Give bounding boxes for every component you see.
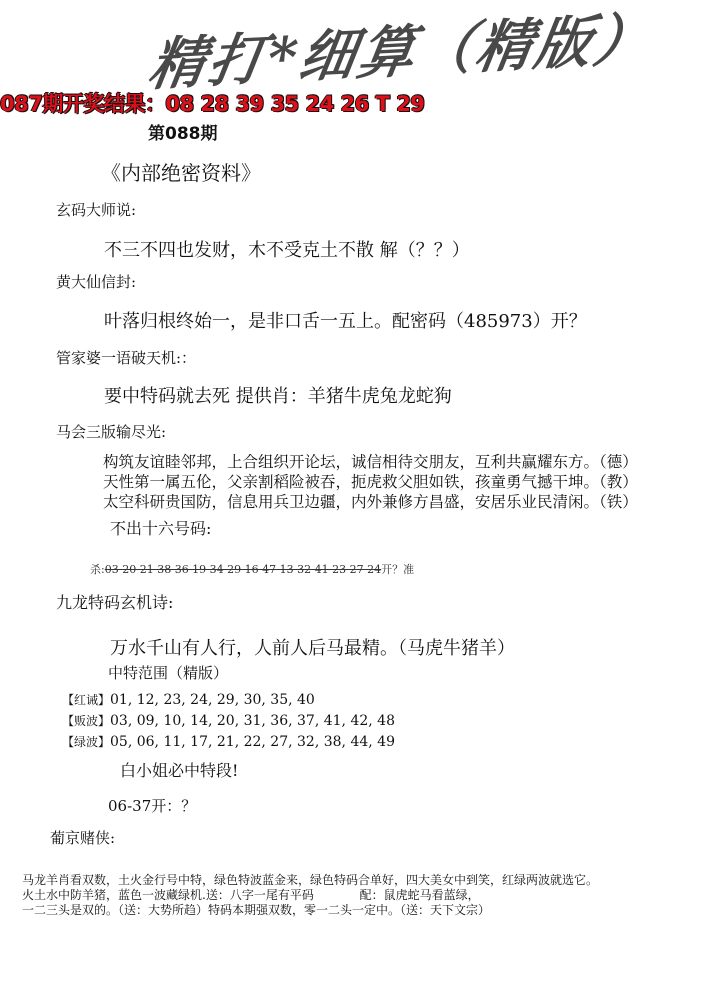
- range-row-red: [62, 691, 315, 708]
- range-tag: 【贩波】: [62, 714, 111, 728]
- range-numbers: 03, 09, 10, 14, 20, 31, 36, 37, 41, 42, 48: [110, 713, 395, 729]
- section-label-pujing: 葡京赌侠:: [50, 829, 116, 847]
- poem-line-1: 构筑友谊睦邻邦，上合组织开论坛，诚信相待交朋友，互利共赢耀东方。（德）: [103, 453, 638, 471]
- range-tag: 【红诫】: [62, 693, 111, 707]
- section-label-huangdaxian: 黄大仙信封:: [56, 273, 137, 291]
- kill-numbers-line: [90, 561, 414, 577]
- section-text-jiulong: 万水千山有人行，人前人后马最精。（马虎牛猪羊）: [110, 638, 515, 659]
- range-title: 中特范围（精版）: [108, 664, 229, 682]
- draw-results-numbers: 08 28 39 35 24 26 T 29: [165, 92, 425, 116]
- range-row-blue: [62, 712, 395, 729]
- section-text-xuanma: 不三不四也发财，木不受克土不散 解（？？）: [104, 240, 470, 261]
- draw-results-banner: [0, 88, 424, 118]
- section-label-xuanma: 玄码大师说:: [56, 201, 137, 219]
- range-row-green: [62, 733, 395, 750]
- section-label-mahui: 马会三版输尽光:: [56, 423, 167, 441]
- slogan: 白小姐必中特段!: [120, 761, 239, 780]
- draw-results-label: 087期开奖结果：: [0, 92, 166, 116]
- range-tag: 【绿波】: [62, 735, 111, 749]
- issue-number: 第088期: [148, 124, 218, 144]
- footer-line-3: 一二三头是双的。（送：大势所趋）特码本期强双数，零一二头一定中。（送：天下文宗）: [22, 903, 491, 917]
- poem-line-2: 天性第一属五伦，父亲割稻险被吞，扼虎救父胆如铁，孩童勇气撼干坤。（教）: [103, 473, 638, 491]
- kill-numbers: 03 20 21 38 36 19 34 29 16 47 13 32 41 23 27 24: [104, 563, 382, 576]
- footer-line-1: 马龙羊肖看双数，土火金行号中特，绿色特波蓝金来，绿色特码合单好，四大美女中到笑，红绿两波就选它。: [22, 873, 599, 887]
- masthead-title: 精打*细算（精版）: [144, 5, 659, 99]
- range-numbers: 01, 12, 23, 24, 29, 30, 35, 40: [110, 692, 315, 708]
- section-label-guanjiapo: 管家婆一语破天机:：: [56, 349, 197, 367]
- section-label-jiulong: 九龙特码玄机诗:: [56, 593, 174, 612]
- section-text-huangdaxian: 叶落归根终始一，是非口舌一五上。配密码（485973）开？: [104, 311, 587, 332]
- range-result: 06-37开：？: [108, 797, 197, 815]
- document-title: 《内部绝密资料》: [101, 161, 261, 185]
- kill-suffix: 开？准: [381, 563, 415, 576]
- section-sub-no16: 不出十六号码:: [110, 519, 212, 538]
- range-numbers: 05, 06, 11, 17, 21, 22, 27, 32, 38, 44, 49: [110, 734, 395, 750]
- poem-line-3: 太空科研贵国防，信息用兵卫边疆，内外兼修方昌盛，安居乐业民清闲。（铁）: [103, 493, 638, 511]
- section-text-guanjiapo: 要中特码就去死 提供肖：羊猪牛虎兔龙蛇狗: [104, 386, 452, 407]
- kill-prefix: 杀:: [90, 563, 105, 576]
- footer-line-2: 火土水中防羊猪，蓝色一波藏绿机.送：八字一尾有平码 配：鼠虎蛇马看蓝绿，: [22, 888, 480, 902]
